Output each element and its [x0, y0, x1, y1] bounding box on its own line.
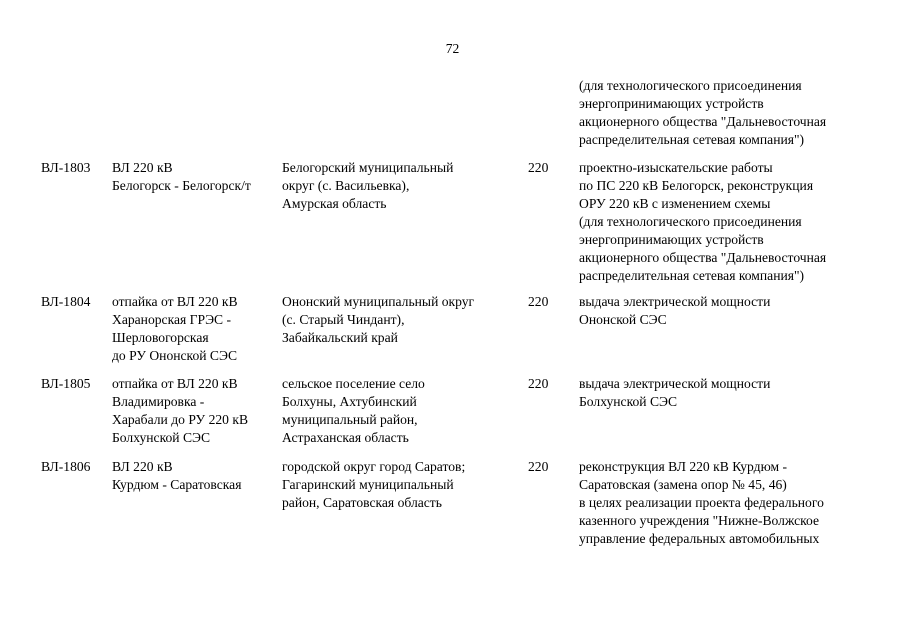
- line-code: ВЛ-1804: [41, 294, 91, 309]
- text-line: акционерного общества "Дальневосточная: [579, 114, 827, 129]
- line-voltage: 220: [528, 294, 549, 309]
- line-voltage: 220: [528, 160, 549, 175]
- text-line: (для технологического присоединения: [579, 78, 802, 93]
- line-location: Ононский муниципальный округ (с. Старый Чиндант), Забайкальский край: [282, 294, 475, 345]
- text-line: энергопринимающих устройств: [579, 96, 764, 111]
- line-name: ВЛ 220 кВ Белогорск - Белогорск/т: [112, 160, 251, 193]
- line-purpose: реконструкция ВЛ 220 кВ Курдюм - Саратовская (замена опор № 45, 46) в целях реализации проекта федерального казенного учреждения "Нижне-Волжское управление федеральных автомобильных: [579, 459, 824, 546]
- line-location: сельское поселение село Болхуны, Ахтубинский муниципальный район, Астраханская область: [282, 376, 425, 445]
- line-code: ВЛ-1805: [41, 376, 91, 391]
- line-location: городской округ город Саратов; Гагаринский муниципальный район, Саратовская область: [282, 459, 466, 510]
- line-purpose: выдача электрической мощности Ононской СЭС: [579, 294, 771, 327]
- line-voltage: 220: [528, 459, 549, 474]
- line-code: ВЛ-1803: [41, 160, 91, 175]
- line-location: Белогорский муниципальный округ (с. Васильевка), Амурская область: [282, 160, 454, 211]
- line-purpose: выдача электрической мощности Болхунской СЭС: [579, 376, 771, 409]
- page-number: 72: [445, 41, 460, 56]
- line-name: отпайка от ВЛ 220 кВ Харанорская ГРЭС - Шерловогорская до РУ Ононской СЭС: [112, 294, 238, 363]
- text-line: распределительная сетевая компания"): [579, 132, 805, 147]
- line-voltage: 220: [528, 376, 549, 391]
- line-purpose: проектно-изыскательские работы по ПС 220 кВ Белогорск, реконструкция ОРУ 220 кВ с изменением схемы (для технологического присоединения энергопринимающих устройств акционерного общества "Дальневосточная распределительная сетевая компания"): [579, 160, 827, 283]
- line-name: отпайка от ВЛ 220 кВ Владимировка - Харабали до РУ 220 кВ Болхунской СЭС: [112, 376, 249, 445]
- continued-purpose-text: [579, 77, 879, 149]
- line-code: ВЛ-1806: [41, 459, 91, 474]
- line-name: ВЛ 220 кВ Курдюм - Саратовская: [112, 459, 242, 492]
